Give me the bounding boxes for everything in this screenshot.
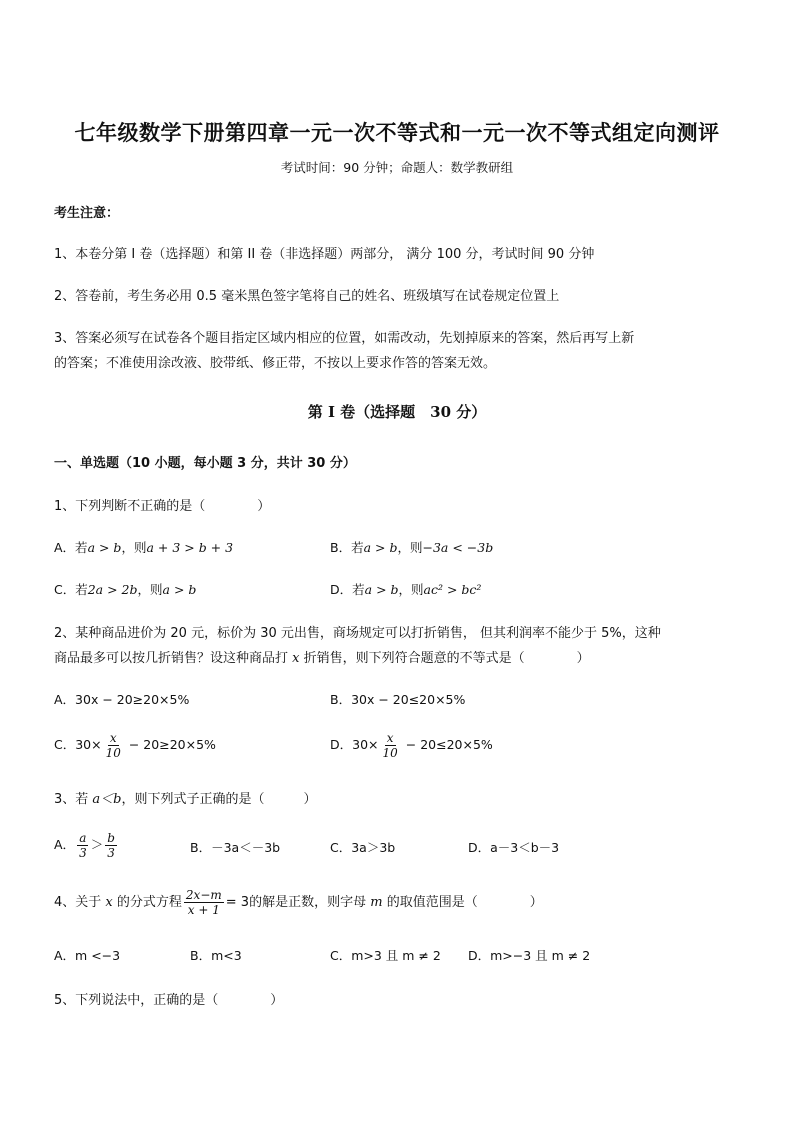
relation-symbol: ＞	[90, 837, 104, 852]
question-1-stem: 1、下列判断不正确的是（ ）	[54, 499, 271, 514]
option-condition: a > b	[363, 540, 398, 555]
question-5-stem: 5、下列说法中，正确的是（ ）	[54, 993, 284, 1008]
question-2-option-d	[330, 731, 493, 760]
exam-title: 七年级数学下册第四章一元一次不等式和一元一次不等式组定向测评	[74, 120, 720, 145]
stem-text: 4、关于	[54, 895, 102, 910]
question-3-option-d: D．a－3＜b－3	[468, 840, 560, 855]
stem-expression: a＜b	[92, 792, 122, 807]
variable: x	[105, 895, 113, 910]
fraction	[104, 731, 123, 760]
question-2-stem-line-2	[54, 647, 590, 666]
question-4-option-a: A．m <−3	[54, 948, 121, 963]
fraction-denominator: 10	[105, 746, 121, 760]
fraction-numerator: a	[79, 831, 87, 845]
fraction	[105, 831, 117, 860]
question-3-option-b: B．－3a＜－3b	[190, 840, 281, 855]
option-prefix: A．	[54, 837, 76, 852]
fraction-numerator: x	[109, 731, 117, 745]
stem-text: 的分式方程	[116, 895, 182, 910]
question-2-stem-line-1: 2、某种商品进价为 20 元，标价为 30 元出售，商场规定可以打折销售， 但其利润率不能少于 5%，这种	[54, 626, 661, 641]
option-prefix: C．30×	[54, 737, 102, 752]
option-prefix: C．若	[54, 582, 88, 597]
section-title: 第 I 卷（选择题 30 分）	[307, 403, 487, 421]
option-connector: ，则	[397, 540, 423, 555]
fraction-numerator: x	[386, 731, 394, 745]
notice-item-3-continued: 的答案；不准使用涂改液、胶带纸、修正带，不按以上要求作答的答案无效。	[54, 356, 497, 371]
option-prefix: D．30×	[330, 737, 379, 752]
option-prefix: D．若	[330, 582, 365, 597]
option-connector: ，则	[137, 582, 163, 597]
fraction-numerator: b	[107, 831, 115, 845]
notice-heading: 考生注意：	[54, 206, 120, 221]
fraction-denominator: 10	[382, 746, 398, 760]
question-1-option-a	[54, 538, 233, 556]
question-4-stem	[54, 888, 543, 917]
question-1-option-d	[330, 580, 481, 598]
option-connector: ，则	[121, 540, 147, 555]
fraction	[184, 888, 224, 917]
question-3-option-c: C．3a＞3b	[330, 840, 396, 855]
option-suffix: − 20≤20×5%	[401, 737, 493, 752]
notice-item-3: 3、答案必须写在试卷各个题目指定区域内相应的位置，如需改动，先划掉原来的答案，然后再写上新	[54, 331, 635, 346]
stem-text: ，则下列式子正确的是（ ）	[121, 792, 317, 807]
option-condition: 2a > 2b	[87, 582, 138, 597]
notice-item-1: 1、本卷分第 I 卷（选择题）和第 II 卷（非选择题）两部分， 满分 100 分，考试时间 90 分钟	[54, 247, 595, 262]
option-result: ac² > bc²	[423, 582, 482, 597]
question-2-option-a: A．30x − 20≥20×5%	[54, 692, 190, 707]
stem-text: 商品最多可以按几折销售？设这种商品打	[54, 651, 289, 666]
option-result: a + 3 > b + 3	[146, 540, 234, 555]
variable: m	[370, 895, 383, 910]
question-3-stem	[54, 788, 317, 807]
fraction-denominator: 3	[107, 846, 115, 860]
notice-item-2: 2、答卷前，考生务必用 0.5 毫米黑色签字笔将自己的姓名、班级填写在试卷规定位置上	[54, 289, 560, 304]
fraction-numerator: 2x−m	[185, 888, 222, 902]
stem-text: 的解是正数，则字母	[249, 895, 367, 910]
option-condition: a > b	[364, 582, 399, 597]
question-4-option-b: B．m<3	[190, 948, 242, 963]
fraction	[381, 731, 400, 760]
exam-subtitle: 考试时间：90 分钟；命题人：数学教研组	[280, 160, 514, 175]
stem-text: 3、若	[54, 792, 89, 807]
option-result: −3a < −3b	[422, 540, 494, 555]
variable: x	[292, 651, 300, 666]
fraction	[77, 831, 89, 860]
question-1-option-c	[54, 580, 196, 598]
stem-text: 的取值范围是（ ）	[386, 895, 543, 910]
equation-rhs: = 3	[225, 895, 250, 910]
fraction-denominator: x + 1	[187, 903, 220, 917]
question-2-option-c	[54, 731, 216, 760]
option-prefix: B．若	[330, 540, 364, 555]
question-3-option-a	[54, 831, 119, 860]
option-condition: a > b	[87, 540, 122, 555]
option-result: a > b	[162, 582, 197, 597]
question-1-option-b	[330, 538, 493, 556]
fraction-denominator: 3	[79, 846, 87, 860]
stem-text: 折销售，则下列符合题意的不等式是（ ）	[303, 651, 590, 666]
option-connector: ，则	[398, 582, 424, 597]
question-4-option-c: C．m>3 且 m ≠ 2	[330, 948, 441, 963]
option-prefix: A．若	[54, 540, 88, 555]
question-4-option-d: D．m>−3 且 m ≠ 2	[468, 948, 591, 963]
part-title: 一、单选题（10 小题，每小题 3 分，共计 30 分）	[54, 456, 356, 471]
option-suffix: − 20≥20×5%	[124, 737, 216, 752]
question-2-option-b: B．30x − 20≤20×5%	[330, 692, 466, 707]
